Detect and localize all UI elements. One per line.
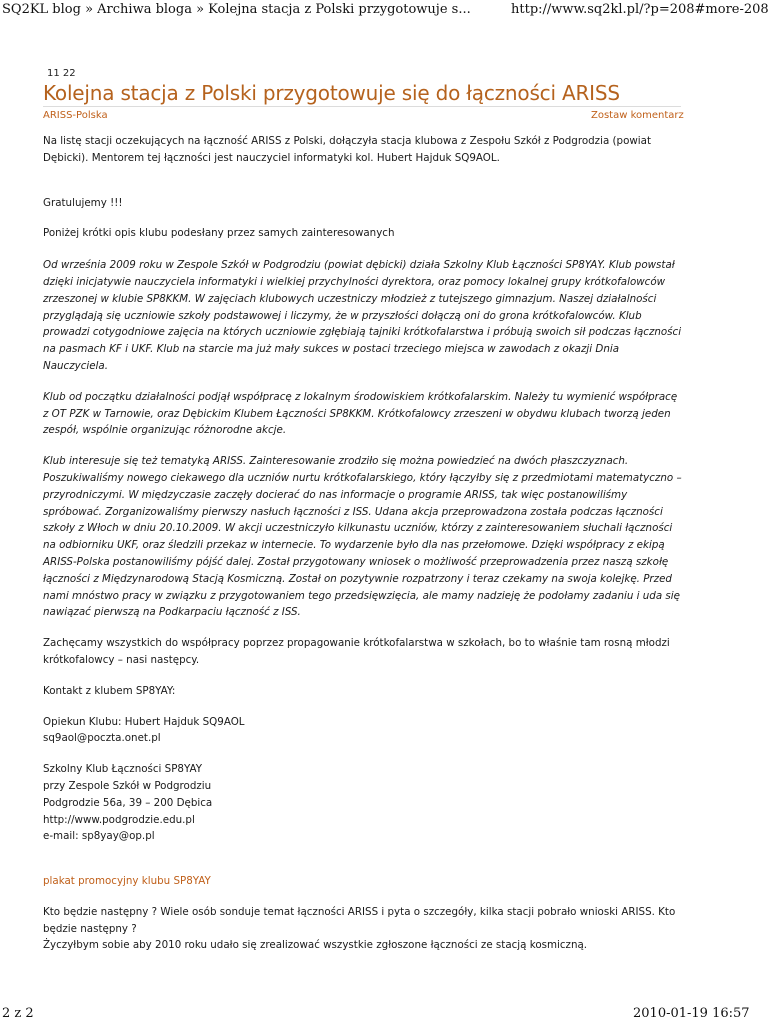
club-email[interactable]: e-mail: sp8yay@op.pl xyxy=(43,830,155,843)
club-website[interactable]: http://www.podgrodzie.edu.pl xyxy=(43,813,195,826)
leave-comment-link[interactable]: Zostaw komentarz xyxy=(591,110,684,121)
club-address: Podgrodzie 56a, 39 – 200 Dębica xyxy=(43,796,213,809)
club-school: przy Zespole Szkół w Podgrodziu xyxy=(43,779,212,792)
club-supervisor: Opiekun Klubu: Hubert Hajduk SQ9AOL xyxy=(43,715,245,728)
club-paragraph-2: Klub od początku działalności podjął współpracę z lokalnym środowiskiem krótkofalarskim. Należy tu wymienić współpracę z OT PZK w Tarnowie, oraz Dębickim Klubem Łączności SP8KKM. Krótkofalowcy zrzeszeni w obydwu klubach tworzą jeden zespół, wspólnie organizując różnorodne akcje. xyxy=(43,390,678,437)
poster-paragraph xyxy=(43,873,683,890)
closing-line-2: Życzyłbym sobie aby 2010 roku udało się zrealizować wszystkie zgłoszone łączności ze stacją kosmiczną. xyxy=(43,939,588,952)
closing-line-1: Kto będzie następny ? Wiele osób sonduje temat łączności ARISS i pyta o szczegóły, kilka stacji pobrało wnioski ARISS. Kto będzie następny ? xyxy=(43,905,676,935)
encourage-paragraph: Zachęcamy wszystkich do współpracy poprzez propagowanie krótkofalarstwa w szkołach, bo to właśnie tam rosną młodzi krótkofalowcy – nasi następcy. xyxy=(43,637,670,666)
club-paragraph-1: Od września 2009 roku w Zespole Szkół w Podgrodziu (powiat dębicki) działa Szkolny Klub Łączności SP8YAY. Klub powstał dzięki inicjatywie nauczyciela informatyki i wielkiej przychylności dyrektora, oraz pomocy lokalnej grupy krótkofalowców zrzeszonej w klubie SP8KKM. W zajęciach klubowych uczestniczy młodzież z tutejszego gimnazjum. Naszej działalności przyglądają się uczniowie szkoły podstawowej i liczymy, że w przyszłości dołączą oni do grona krótkofalowców. Klub prowadzi cotygodniowe zajęcia na których uczniowie zgłębiają tajniki krótkofalarstwa i próbują swoich sił podczas łączności na pasmach KF i UKF. Klub na starcie ma już mały sukces w postaci trzeciego miejsca w zawodach z okazji Dnia Nauczyciela. xyxy=(43,259,682,372)
contact-block-1 xyxy=(43,714,683,748)
title-divider xyxy=(43,106,681,107)
supervisor-email[interactable]: sq9aol@poczta.onet.pl xyxy=(43,732,161,745)
page-title-header: SQ2KL blog » Archiwa bloga » Kolejna stacja z Polski przygotowuje s... xyxy=(2,2,471,17)
post-content xyxy=(43,133,683,954)
post-title[interactable]: Kolejna stacja z Polski przygotowuje się do łączności ARISS xyxy=(43,81,620,105)
description-intro: Poniżej krótki opis klubu podesłany przez samych zainteresowanych xyxy=(43,227,395,240)
print-header xyxy=(0,0,769,20)
post-date: 11 22 xyxy=(47,68,76,79)
intro-paragraph: Na listę stacji oczekujących na łączność ARISS z Polski, dołączyła stacja klubowa z Zespołu Szkół z Podgrodzia (powiat Dębicki). Mentorem tej łączności jest nauczyciel informatyki kol. Hubert Hajduk SQ9AOL. xyxy=(43,135,652,164)
page-url[interactable]: http://www.sq2kl.pl/?p=208#more-208 xyxy=(511,2,769,17)
club-paragraph-3: Klub interesuje się też tematyką ARISS. Zainteresowanie zrodziło się można powiedzieć na dwóch płaszczyznach. Poszukiwaliśmy nowego ciekawego dla uczniów nurtu krótkofalarskiego, który łączyłby się z przedmiotami matematyczno – przyrodniczymi. W międzyczasie zaczęły docierać do nas informacje o programie ARISS, tak więc postanowiliśmy spróbować. Zorganizowaliśmy pierwszy nasłuch łączności z ISS. Udana akcja przeprowadzona została podczas łączności szkoły z Włoch w dniu 20.10.2009. W akcji uczestniczyło kilkunastu uczniów, którzy z zainteresowaniem słuchali łączności na odbiorniku UKF, oraz śledzili przekaz w internecie. To wydarzenie było dla nas przełomowe. Dzięki współpracy z ekipą ARISS-Polska postanowiliśmy pójść dalej. Został przygotowany wniosek o możliwość przeprowadzenia przez naszą szkołę łączności z Międzynarodową Stacją Kosmiczną. Został on pozytywnie rozpatrzony i teraz czekamy na swoja kolejkę. Przed nami mnóstwo pracy w związku z przygotowaniem tego przedsięwzięcia, ale mamy nadzieję że podołamy zadaniu i uda się nawiązać pierwszą na Podkarpaciu łączność z ISS. xyxy=(43,455,682,619)
congrats-paragraph: Gratulujemy !!! xyxy=(43,196,123,209)
page-count: 2 z 2 xyxy=(2,1006,34,1021)
contact-heading: Kontakt z klubem SP8YAY: xyxy=(43,684,176,697)
print-datetime: 2010-01-19 16:57 xyxy=(633,1006,750,1021)
poster-link[interactable]: plakat promocyjny klubu SP8YAY xyxy=(43,875,211,888)
contact-block-2 xyxy=(43,761,683,845)
club-name: Szkolny Klub Łączności SP8YAY xyxy=(43,763,203,776)
closing-paragraph xyxy=(43,904,683,954)
category-link[interactable]: ARISS-Polska xyxy=(43,110,108,121)
